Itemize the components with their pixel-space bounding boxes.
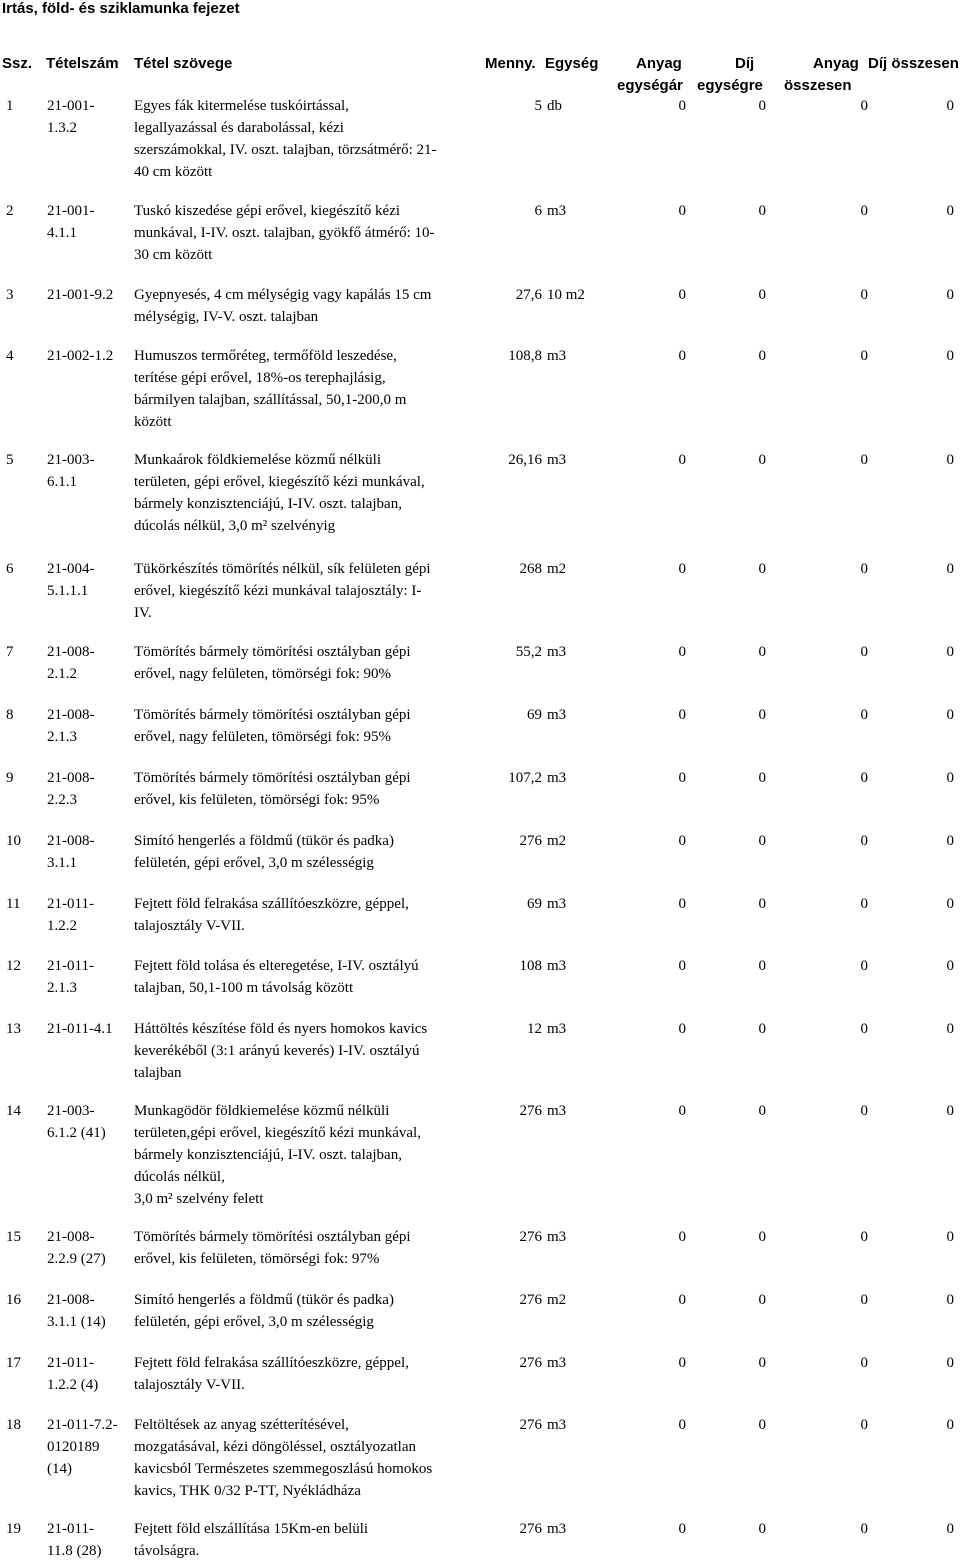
row-description-line: Egyes fák kitermelése tuskóirtással,: [134, 98, 349, 114]
row-description-line: Háttöltés készítése föld és nyers homokos kavics: [134, 1021, 428, 1037]
row-code-line: 21-008-: [47, 1229, 95, 1245]
row-quantity: 276: [519, 1229, 542, 1245]
row-unit: m2: [547, 833, 567, 849]
row-description-line: erővel, nagy felületen, tömörségi fok: 95%: [134, 729, 392, 745]
header-dij-egysegre-2: egységre: [697, 77, 763, 94]
row-code-line: 1.2.2 (4): [47, 1377, 99, 1393]
row-code: [47, 558, 129, 602]
row-description: [134, 1226, 478, 1270]
row-description-line: Feltöltések az anyag szétterítésével,: [134, 1417, 349, 1433]
row-anyag-egysegar: 0: [678, 1417, 686, 1433]
row-anyag-osszesen: 0: [860, 958, 868, 974]
row-code: [47, 1352, 129, 1396]
row-description-line: Tömörítés bármely tömörítési osztályban gépi: [134, 770, 411, 786]
row-quantity: 276: [519, 1521, 542, 1537]
page-title: Irtás, föld- és sziklamunka fejezet: [2, 0, 240, 17]
row-anyag-egysegar: 0: [678, 1103, 686, 1119]
row-description-line: erővel, kis felületen, tömörségi fok: 95%: [134, 792, 380, 808]
header-desc: Tétel szövege: [134, 55, 233, 72]
row-description-line: erővel, nagy felületen, tömörségi fok: 90%: [134, 666, 392, 682]
row-dij-osszesen: 0: [946, 1021, 954, 1037]
row-description-line: Tuskó kiszedése gépi erővel, kiegészítő kézi: [134, 203, 401, 219]
row-unit: m3: [547, 644, 567, 660]
row-code-line: (14): [47, 1461, 72, 1477]
row-code: [47, 1518, 129, 1562]
header-dij-egysegre: Díj: [735, 55, 755, 72]
row-ssz: 18: [6, 1417, 21, 1433]
row-unit: m3: [547, 1021, 567, 1037]
row-anyag-egysegar: 0: [678, 1021, 686, 1037]
row-quantity: 276: [519, 833, 542, 849]
row-unit: m3: [547, 1229, 567, 1245]
row-dij-osszesen: 0: [946, 770, 954, 786]
row-ssz: 14: [6, 1103, 21, 1119]
row-anyag-egysegar: 0: [678, 958, 686, 974]
row-dij-osszesen: 0: [946, 1292, 954, 1308]
row-dij-egysegre: 0: [758, 1021, 766, 1037]
row-description-line: bármilyen talajban, szállítással, 50,1-200,0 m: [134, 392, 407, 408]
row-dij-osszesen: 0: [946, 1103, 954, 1119]
row-quantity: 108,8: [508, 348, 542, 364]
row-anyag-egysegar: 0: [678, 770, 686, 786]
row-dij-osszesen: 0: [946, 1229, 954, 1245]
row-code-line: 3.1.1: [47, 855, 77, 871]
row-unit: m3: [547, 1521, 567, 1537]
row-ssz: 10: [6, 833, 21, 849]
row-anyag-egysegar: 0: [678, 287, 686, 303]
row-description-line: Tömörítés bármely tömörítési osztályban gépi: [134, 1229, 411, 1245]
row-code-line: 6.1.1: [47, 474, 77, 490]
header-anyag-egysegar: Anyag: [636, 55, 682, 72]
row-description-line: erővel, kis felületen, tömörségi fok: 97%: [134, 1251, 380, 1267]
row-quantity: 276: [519, 1103, 542, 1119]
row-code-line: 21-001-: [47, 203, 95, 219]
row-dij-osszesen: 0: [946, 203, 954, 219]
row-description-line: munkával, I-IV. oszt. talajban, gyökfő átmérő: 10-: [134, 225, 435, 241]
row-code: [47, 95, 129, 139]
row-description: [134, 1414, 478, 1502]
row-description-line: Simító hengerlés a földmű (tükör és padka): [134, 833, 394, 849]
row-description: [134, 704, 478, 748]
row-description-line: dúcolás nélkül, 3,0 m² szelvényig: [134, 518, 336, 534]
row-unit: m3: [547, 770, 567, 786]
row-code-line: 21-011-: [47, 958, 94, 974]
row-ssz: 6: [6, 561, 14, 577]
row-ssz: 17: [6, 1355, 21, 1371]
row-code: [47, 893, 129, 937]
row-description-line: IV.: [134, 605, 152, 621]
row-anyag-egysegar: 0: [678, 452, 686, 468]
row-anyag-osszesen: 0: [860, 770, 868, 786]
row-dij-osszesen: 0: [946, 287, 954, 303]
row-dij-egysegre: 0: [758, 98, 766, 114]
row-description: [134, 449, 478, 537]
row-ssz: 7: [6, 644, 14, 660]
row-description: [134, 1352, 478, 1396]
header-qty: Menny.: [485, 55, 536, 72]
row-anyag-osszesen: 0: [860, 1417, 868, 1433]
row-anyag-osszesen: 0: [860, 348, 868, 364]
row-description-line: mozgatásával, kézi döngöléssel, osztályozatlan: [134, 1439, 416, 1455]
row-dij-osszesen: 0: [946, 707, 954, 723]
row-description: [134, 893, 478, 937]
row-code-line: 21-001-9.2: [47, 287, 114, 303]
row-anyag-osszesen: 0: [860, 1229, 868, 1245]
row-quantity: 69: [527, 707, 542, 723]
row-unit: m3: [547, 707, 567, 723]
row-quantity: 268: [519, 561, 542, 577]
row-description: [134, 955, 478, 999]
row-anyag-osszesen: 0: [860, 1021, 868, 1037]
row-description-line: Munkaárok földkiemelése közmű nélküli: [134, 452, 382, 468]
row-code: [47, 767, 129, 811]
row-description-line: talajban: [134, 1065, 182, 1081]
row-code-line: 2.1.2: [47, 666, 77, 682]
header-code: Tételszám: [46, 55, 119, 72]
row-anyag-osszesen: 0: [860, 287, 868, 303]
row-dij-egysegre: 0: [758, 1103, 766, 1119]
row-unit: m3: [547, 1417, 567, 1433]
row-anyag-egysegar: 0: [678, 1292, 686, 1308]
row-quantity: 6: [534, 203, 542, 219]
row-description-line: Munkagödör földkiemelése közmű nélküli: [134, 1103, 390, 1119]
row-anyag-egysegar: 0: [678, 707, 686, 723]
row-description-line: területen,gépi erővel, kiegészítő kézi munkával,: [134, 1125, 421, 1141]
row-unit: m3: [547, 1355, 567, 1371]
row-unit: m2: [547, 561, 567, 577]
row-description: [134, 830, 478, 874]
header-unit: Egység: [545, 55, 599, 72]
row-description: [134, 1289, 478, 1333]
row-code: [47, 1289, 129, 1333]
row-dij-egysegre: 0: [758, 203, 766, 219]
row-anyag-osszesen: 0: [860, 1355, 868, 1371]
row-ssz: 9: [6, 770, 14, 786]
row-quantity: 108: [519, 958, 542, 974]
row-unit: m3: [547, 452, 567, 468]
row-anyag-egysegar: 0: [678, 1521, 686, 1537]
row-dij-egysegre: 0: [758, 1417, 766, 1433]
row-code-line: 21-011-: [47, 1521, 94, 1537]
row-description-line: Simító hengerlés a földmű (tükör és padka): [134, 1292, 394, 1308]
row-ssz: 8: [6, 707, 14, 723]
row-ssz: 11: [6, 896, 21, 912]
row-description-line: bármely konzisztenciájú, I-IV. oszt. talajban,: [134, 496, 402, 512]
row-description-line: mélységig, IV-V. oszt. talajban: [134, 309, 319, 325]
row-code-line: 1.2.2: [47, 918, 77, 934]
row-code-line: 21-011-: [47, 896, 94, 912]
header-anyag-egysegar-2: egységár: [617, 77, 683, 94]
row-dij-osszesen: 0: [946, 644, 954, 660]
row-dij-osszesen: 0: [946, 452, 954, 468]
row-anyag-egysegar: 0: [678, 833, 686, 849]
row-unit: m3: [547, 1103, 567, 1119]
row-description: [134, 558, 478, 624]
row-code-line: 21-011-7.2-: [47, 1417, 118, 1433]
row-code-line: 21-008-: [47, 770, 95, 786]
row-unit: m3: [547, 958, 567, 974]
row-code-line: 21-008-: [47, 707, 95, 723]
header-ssz: Ssz.: [2, 55, 33, 72]
row-dij-osszesen: 0: [946, 1521, 954, 1537]
row-quantity: 55,2: [515, 644, 542, 660]
row-dij-osszesen: 0: [946, 1417, 954, 1433]
row-anyag-osszesen: 0: [860, 896, 868, 912]
row-ssz: 4: [6, 348, 14, 364]
row-description-line: kavicsból Természetes szemmegoszlású homokos: [134, 1461, 433, 1477]
row-description-line: bármely konzisztenciájú, I-IV. oszt. talajban,: [134, 1147, 402, 1163]
row-quantity: 26,16: [508, 452, 542, 468]
header-anyag-osszesen-2: összesen: [784, 77, 852, 94]
row-dij-osszesen: 0: [946, 348, 954, 364]
row-unit: m3: [547, 203, 567, 219]
row-unit: 10 m2: [547, 287, 585, 303]
row-dij-egysegre: 0: [758, 348, 766, 364]
row-dij-egysegre: 0: [758, 1521, 766, 1537]
row-anyag-osszesen: 0: [860, 1521, 868, 1537]
table-header: [0, 53, 960, 97]
row-code-line: 2.1.3: [47, 729, 77, 745]
row-code: [47, 200, 129, 244]
row-dij-osszesen: 0: [946, 561, 954, 577]
row-ssz: 16: [6, 1292, 21, 1308]
row-code-line: 2.2.3: [47, 792, 77, 808]
row-description-line: felületén, gépi erővel, 3,0 m szélességig: [134, 855, 374, 871]
row-code-line: 11.8 (28): [47, 1543, 102, 1559]
row-description-line: 3,0 m² szelvény felett: [134, 1191, 264, 1207]
row-code-line: 21-003-: [47, 1103, 95, 1119]
row-description: [134, 1518, 478, 1562]
row-ssz: 19: [6, 1521, 21, 1537]
row-quantity: 276: [519, 1355, 542, 1371]
row-description: [134, 641, 478, 685]
row-quantity: 12: [527, 1021, 542, 1037]
row-description: [134, 284, 478, 328]
row-anyag-osszesen: 0: [860, 644, 868, 660]
row-description-line: Fejtett föld felrakása szállítóeszközre, géppel,: [134, 896, 409, 912]
row-code: [47, 1226, 129, 1270]
row-description: [134, 1018, 478, 1084]
row-dij-egysegre: 0: [758, 770, 766, 786]
row-description: [134, 1100, 478, 1210]
row-anyag-egysegar: 0: [678, 896, 686, 912]
row-dij-egysegre: 0: [758, 452, 766, 468]
row-quantity: 69: [527, 896, 542, 912]
row-description-line: Gyepnyesés, 4 cm mélységig vagy kapálás 15 cm: [134, 287, 432, 303]
row-dij-osszesen: 0: [946, 1355, 954, 1371]
row-ssz: 1: [6, 98, 14, 114]
row-description-line: 30 cm között: [134, 247, 213, 263]
row-ssz: 3: [6, 287, 14, 303]
row-dij-egysegre: 0: [758, 707, 766, 723]
row-code: [47, 1100, 129, 1144]
row-anyag-egysegar: 0: [678, 644, 686, 660]
row-code-line: 21-011-: [47, 1355, 94, 1371]
row-anyag-osszesen: 0: [860, 98, 868, 114]
row-anyag-egysegar: 0: [678, 1355, 686, 1371]
row-dij-osszesen: 0: [946, 958, 954, 974]
row-dij-egysegre: 0: [758, 1355, 766, 1371]
row-quantity: 27,6: [515, 287, 542, 303]
row-anyag-egysegar: 0: [678, 98, 686, 114]
row-code-line: 21-004-: [47, 561, 95, 577]
row-description-line: kavics, THK 0/32 P-TT, Nyékládháza: [134, 1483, 361, 1499]
row-anyag-osszesen: 0: [860, 452, 868, 468]
row-code: [47, 284, 129, 306]
row-description: [134, 345, 478, 433]
row-description: [134, 95, 478, 183]
row-description-line: Fejtett föld elszállítása 15Km-en belüli: [134, 1521, 369, 1537]
row-code-line: 1.3.2: [47, 120, 77, 136]
row-ssz: 5: [6, 452, 14, 468]
row-quantity: 107,2: [508, 770, 542, 786]
row-anyag-egysegar: 0: [678, 348, 686, 364]
row-unit: m3: [547, 896, 567, 912]
row-anyag-osszesen: 0: [860, 1292, 868, 1308]
row-description: [134, 767, 478, 811]
row-dij-egysegre: 0: [758, 561, 766, 577]
row-dij-osszesen: 0: [946, 833, 954, 849]
row-quantity: 276: [519, 1292, 542, 1308]
row-code-line: 21-008-: [47, 833, 95, 849]
row-description-line: Humuszos termőréteg, termőföld leszedése,: [134, 348, 397, 364]
row-code: [47, 704, 129, 748]
row-description-line: felületén, gépi erővel, 3,0 m szélességig: [134, 1314, 374, 1330]
row-anyag-egysegar: 0: [678, 203, 686, 219]
row-description-line: talajban, 50,1-100 m távolság között: [134, 980, 354, 996]
row-ssz: 15: [6, 1229, 21, 1245]
row-description-line: dúcolás nélkül,: [134, 1169, 225, 1185]
row-dij-egysegre: 0: [758, 287, 766, 303]
row-code-line: 3.1.1 (14): [47, 1314, 106, 1330]
row-code-line: 21-011-4.1: [47, 1021, 113, 1037]
row-description-line: Tömörítés bármely tömörítési osztályban gépi: [134, 707, 411, 723]
row-description-line: talajosztály V-VII.: [134, 1377, 245, 1393]
row-dij-egysegre: 0: [758, 1292, 766, 1308]
row-description-line: területen, gépi erővel, kiegészítő kézi munkával,: [134, 474, 425, 490]
row-description-line: legallyazással és darabolással, kézi: [134, 120, 344, 136]
row-code-line: 2.1.3: [47, 980, 77, 996]
row-code-line: 6.1.2 (41): [47, 1125, 106, 1141]
row-description-line: terítése gépi erővel, 18%-os terephajlásig,: [134, 370, 386, 386]
row-description-line: Fejtett föld tolása és elteregetése, I-IV. osztályú: [134, 958, 419, 974]
row-dij-egysegre: 0: [758, 896, 766, 912]
row-dij-egysegre: 0: [758, 958, 766, 974]
row-quantity: 276: [519, 1417, 542, 1433]
row-code: [47, 641, 129, 685]
row-code: [47, 1414, 129, 1480]
row-code-line: 21-003-: [47, 452, 95, 468]
row-description-line: távolságra.: [134, 1543, 200, 1559]
row-anyag-egysegar: 0: [678, 561, 686, 577]
row-description-line: 40 cm között: [134, 164, 213, 180]
row-code: [47, 345, 129, 367]
row-dij-egysegre: 0: [758, 644, 766, 660]
row-dij-osszesen: 0: [946, 896, 954, 912]
header-dij-osszesen: Díj összesen: [868, 55, 959, 72]
row-code-line: 4.1.1: [47, 225, 77, 241]
row-description-line: között: [134, 414, 172, 430]
row-code-line: 21-008-: [47, 1292, 95, 1308]
header-anyag-osszesen: Anyag: [813, 55, 859, 72]
row-ssz: 12: [6, 958, 21, 974]
row-code: [47, 830, 129, 874]
row-description-line: Tükörkészítés tömörítés nélkül, sík felületen gépi: [134, 561, 431, 577]
row-ssz: 13: [6, 1021, 21, 1037]
row-description-line: szerszámokkal, IV. oszt. talajban, törzsátmérő: 21-: [134, 142, 437, 158]
row-dij-egysegre: 0: [758, 833, 766, 849]
row-code-line: 0120189: [47, 1439, 100, 1455]
row-unit: m3: [547, 348, 567, 364]
row-unit: db: [547, 98, 562, 114]
row-description-line: erővel, kiegészítő kézi munkával talajosztály: I-: [134, 583, 422, 599]
row-code-line: 21-008-: [47, 644, 95, 660]
row-dij-egysegre: 0: [758, 1229, 766, 1245]
row-anyag-osszesen: 0: [860, 833, 868, 849]
row-ssz: 2: [6, 203, 14, 219]
row-dij-osszesen: 0: [946, 98, 954, 114]
row-description-line: Fejtett föld felrakása szállítóeszközre, géppel,: [134, 1355, 409, 1371]
row-code-line: 21-001-: [47, 98, 95, 114]
row-anyag-osszesen: 0: [860, 203, 868, 219]
row-code: [47, 449, 129, 493]
row-code: [47, 955, 129, 999]
row-code-line: 5.1.1.1: [47, 583, 89, 599]
row-unit: m2: [547, 1292, 567, 1308]
row-code: [47, 1018, 129, 1040]
row-description-line: talajosztály V-VII.: [134, 918, 245, 934]
row-code-line: 2.2.9 (27): [47, 1251, 106, 1267]
row-description-line: keverékéből (3:1 arányú keverés) I-IV. osztályú: [134, 1043, 420, 1059]
row-quantity: 5: [534, 98, 542, 114]
row-anyag-osszesen: 0: [860, 707, 868, 723]
row-code-line: 21-002-1.2: [47, 348, 114, 364]
row-description: [134, 200, 478, 266]
row-anyag-osszesen: 0: [860, 1103, 868, 1119]
row-description-line: Tömörítés bármely tömörítési osztályban gépi: [134, 644, 411, 660]
row-anyag-egysegar: 0: [678, 1229, 686, 1245]
row-anyag-osszesen: 0: [860, 561, 868, 577]
